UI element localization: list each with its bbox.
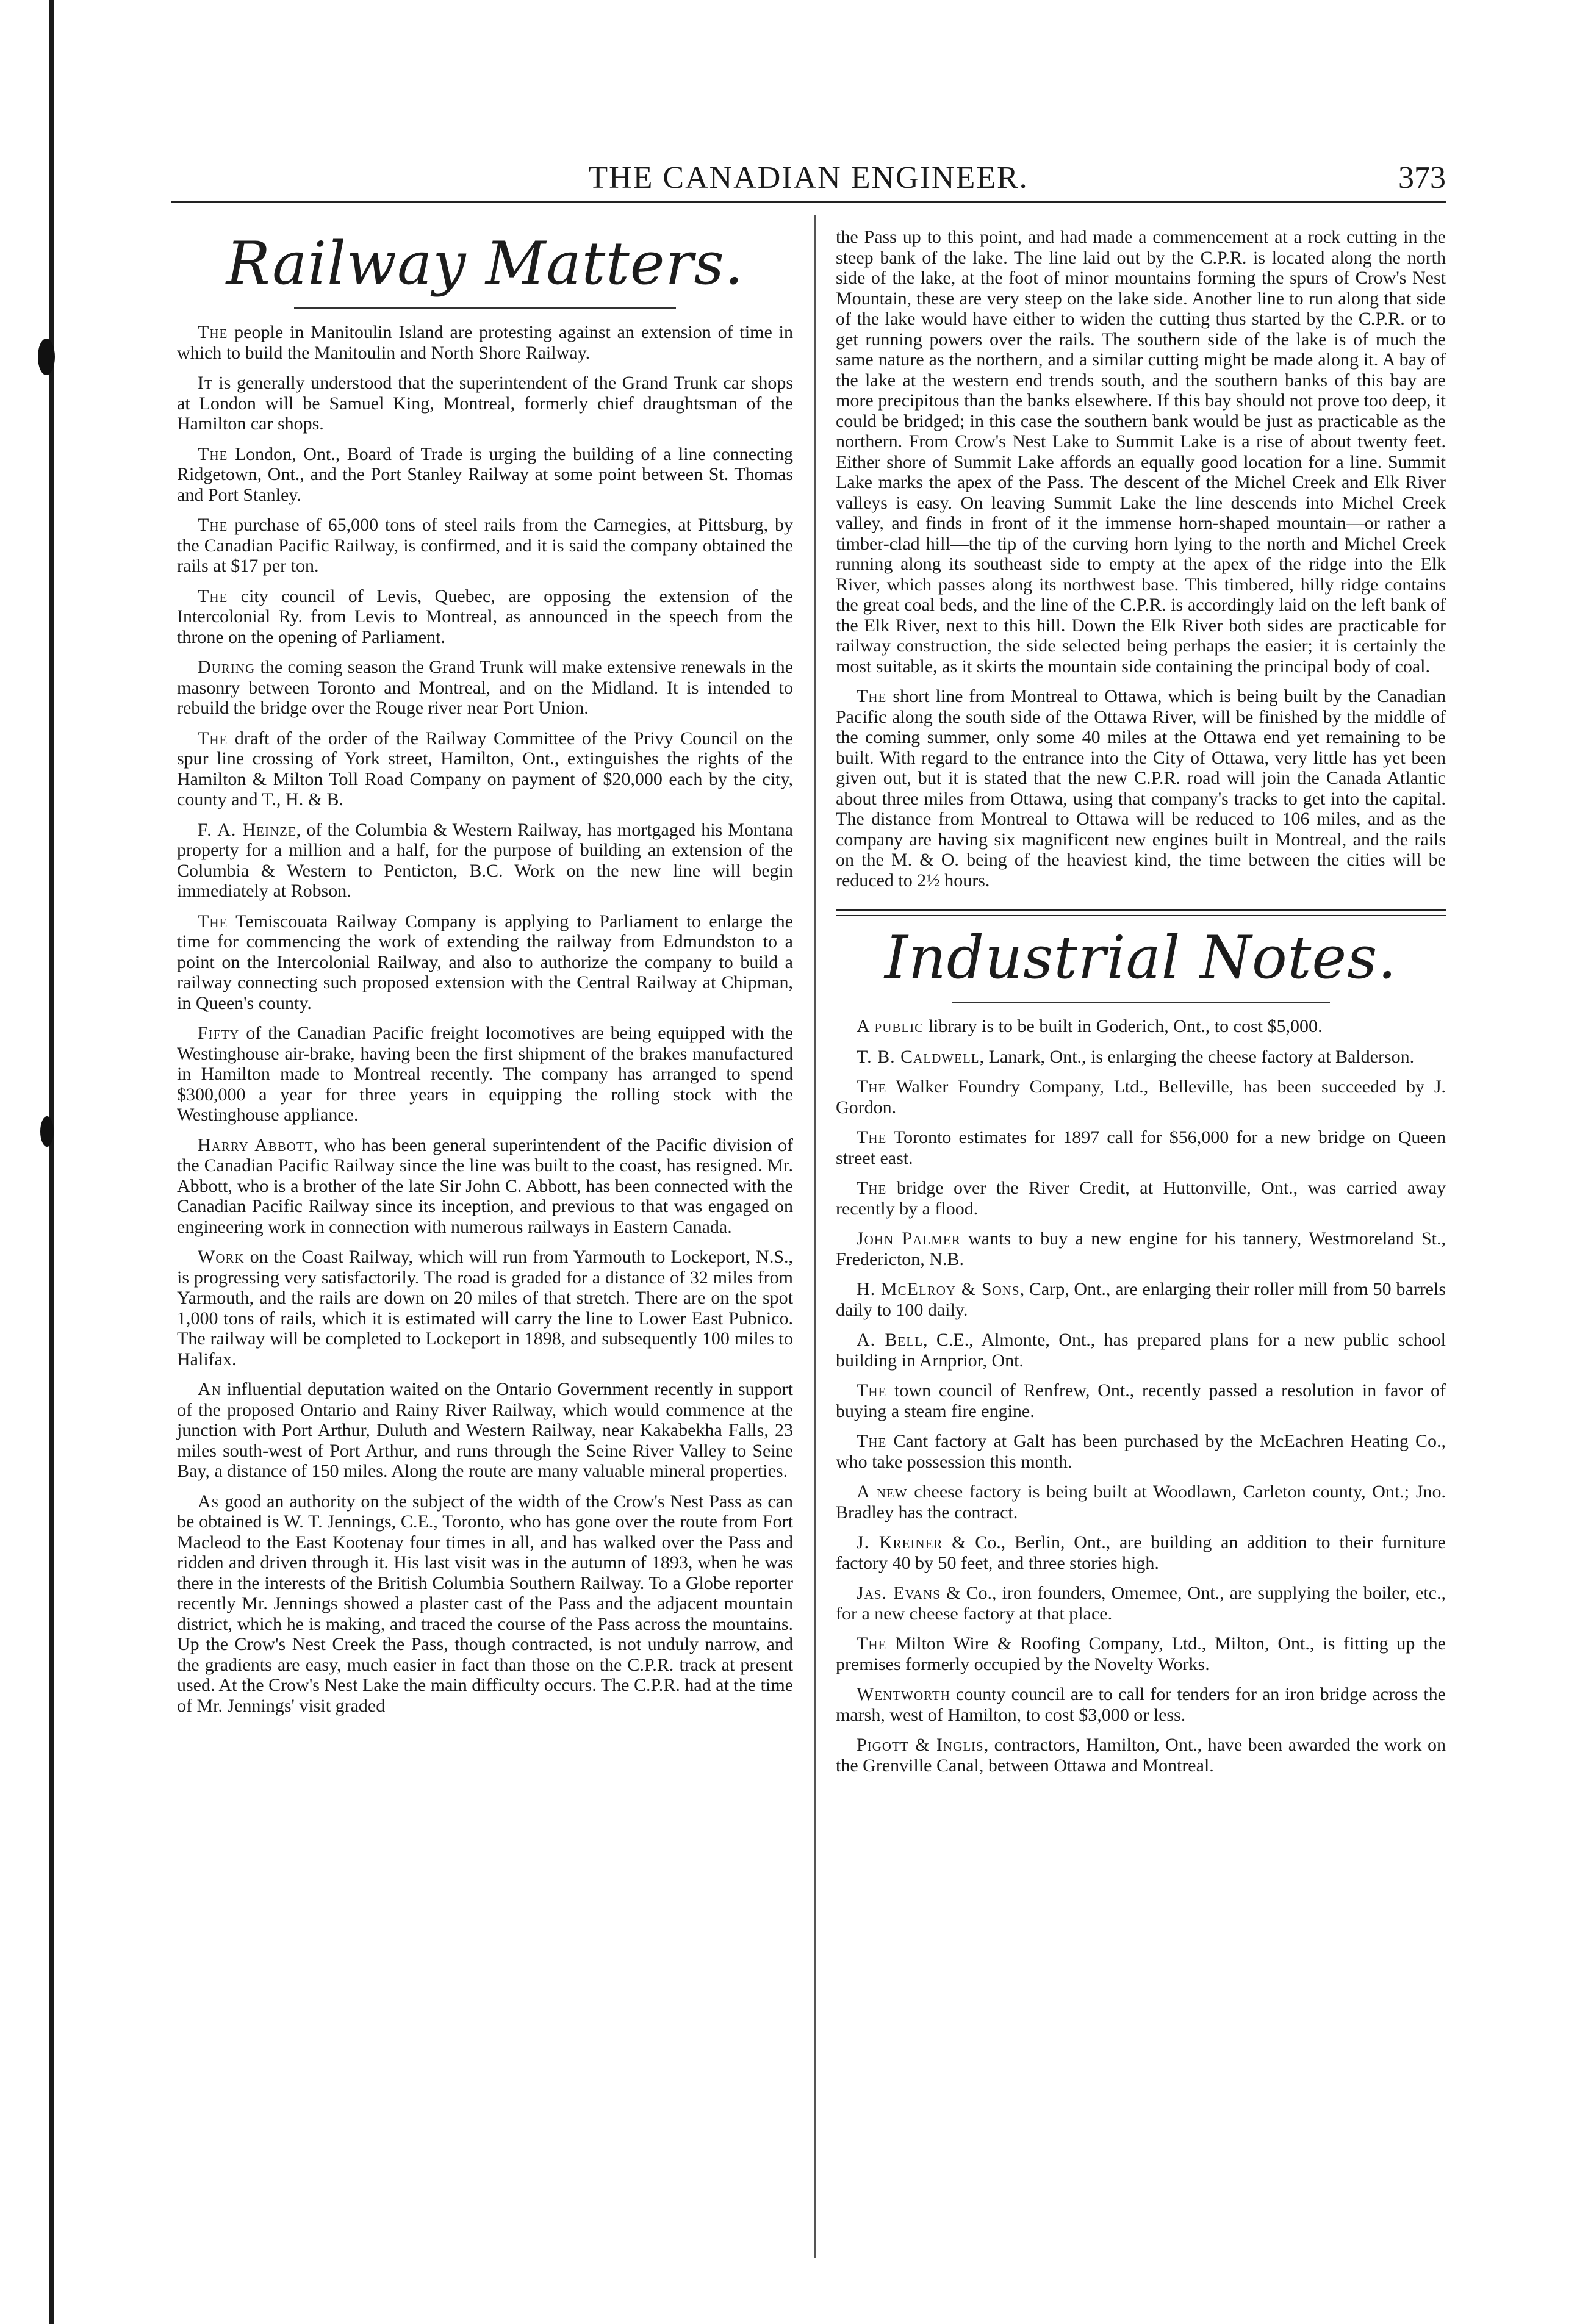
paragraph-lead: The [198,586,228,606]
paragraph-text: & Co., iron founders, Omemee, Ont., are supplying the boiler, etc., for a new cheese factory at that place. [836,1583,1446,1624]
paragraph-lead: Wentworth [857,1684,950,1704]
paragraph-lead: John Palmer [857,1228,961,1249]
paragraph-lead: It [198,373,213,393]
paragraph [836,1279,1446,1320]
paragraph-text: influential deputation waited on the Ontario Government recently in support of the proposed Ontario and Rainy River Railway, which would commence at the junction with Port Arthur, Duluth and Western Railway, near Kakabekha Falls, 23 miles south-west of Port Arthur, and runs through the Seine River Valley to Seine Bay, a distance of 150 miles. Along the route are many valuable mineral properties. [177,1379,793,1481]
running-title: THE CANADIAN ENGINEER. [588,160,1029,195]
heading-rule [294,307,676,309]
paragraph-text: , C.E., Almonte, Ont., has prepared plans for a new public school building in Arnprior, Ont. [836,1330,1446,1371]
paragraph-lead: The [857,686,887,706]
paragraph [177,820,793,902]
paragraph-lead: The [198,322,228,342]
paragraph [836,1684,1446,1725]
paragraph [836,1178,1446,1219]
paragraph-text: the coming season the Grand Trunk will make extensive renewals in the masonry between Toronto and Montreal, and on the Midland. It is intended to rebuild the bridge over the Rouge river near Port Union. [177,657,793,718]
paragraph-lead: A public [857,1016,924,1036]
paragraph-lead: F. A. Heinze [198,819,296,840]
railway-heading: Railway Matters. [226,229,744,298]
paragraph-lead: Pigott & Inglis [857,1735,984,1755]
paragraph-lead: The [198,515,228,535]
paragraph [177,1135,793,1238]
paragraph [836,1330,1446,1371]
column-rule [814,215,816,2258]
paragraph-text: town council of Renfrew, Ont., recently passed a resolution in favor of buying a steam fire engine. [836,1380,1446,1421]
paragraph-text: , Lanark, Ont., is enlarging the cheese factory at Balderson. [979,1046,1415,1067]
paragraph-lead: The [198,911,228,931]
section-rule [836,909,1446,916]
paragraph-text: county council are to call for tenders for an iron bridge across the marsh, west of Hamilton, to cost $3,000 or less. [836,1684,1446,1725]
heading-rule [952,1002,1330,1003]
paragraph-lead: The [857,1380,887,1400]
paragraph [836,1583,1446,1624]
paragraph [177,373,793,434]
left-column [177,227,793,1726]
paragraph [836,1482,1446,1522]
paragraph-lead: The [198,443,228,464]
paragraph [177,1379,793,1482]
paragraph-text: city council of Levis, Quebec, are opposing the extension of the Intercolonial Ry. from Levis to Montreal, as announced in the speech from the throne on the opening of Parliament. [177,586,793,647]
binding-mark [40,1116,54,1147]
paragraph-lead: J. Kreiner [857,1532,943,1552]
paragraph-text: the Pass up to this point, and had made a commencement at a rock cutting in the steep bank of the lake. The line laid out by the C.P.R. is located along the north side of the lake, at the foot of minor mountains forming the spurs of Crow's Nest Mountain, these are very steep on the lake side. Another line to run along that side of the lake would have either to widen the cutting thus started by the C.P.R. or to get running powers over the rails. The southern side of the lake is of much the same nature as the northern, and a similar cutting might be made along it. A bay of the lake at the western end trends south, and the southern banks of this bay are more precipitous than the banks elsewhere. If this bay should not prove too deep, it could be bridged; in this case the southern bank would be just as practicable as the northern. From Crow's Nest Lake to Summit Lake is a rise of about twenty feet. Either shore of Summit Lake affords an equally good location for a line. Summit Lake marks the apex of the Pass. The descent of the Michel Creek and Elk River valleys is easy. On leaving Summit Lake the line descends into Michel Creek valley, and finds in front of it the immense horn-shaped mountain—or rather a timber-clad hill—the tip of the curving horn lying to the north and Michel Creek running along its southeast side to empty at the apex of the ridge into the Elk River, which passes along its northwest base. This timbered, hilly ridge contains the great coal beds, and the line of the C.P.R. is accordingly laid on the left bank of the Elk River, next to this hill. Down the Elk River both sides are practicable for railway construction, the side selected being perhaps the easier; it is certainly the most suitable, as it skirts the mountain side containing the principal body of coal. [836,227,1446,676]
paragraph [177,1023,793,1125]
industrial-heading: Industrial Notes. [885,924,1397,992]
paragraph [836,1228,1446,1269]
paragraph-lead: The [857,1077,887,1097]
paragraph [177,728,793,810]
paragraph [177,911,793,1014]
paragraph-lead: During [198,657,256,677]
paragraph-text: Temiscouata Railway Company is applying to Parliament to enlarge the time for commencing the work of extending the railway from Edmundston to a point on the Intercolonial Railway, and also to authorize the company to build a railway connecting such proposed extension with the Central Railway at Chipman, in Queen's county. [177,911,793,1013]
paragraph-lead: H. McElroy & Sons [857,1279,1020,1299]
paragraph-lead: A new [857,1482,908,1502]
header-rule [171,201,1446,203]
paragraph-text: library is to be built in Goderich, Ont., to cost $5,000. [924,1016,1323,1036]
paragraph [177,657,793,719]
paragraph [836,1431,1446,1472]
paragraph-lead: The [857,1431,887,1451]
paragraph [836,227,1446,676]
page-number: 373 [1398,160,1446,195]
paragraph [177,515,793,576]
paragraph [177,1491,793,1716]
paragraph [836,1532,1446,1573]
railway-continued [836,227,1446,891]
paragraph-text: Cant factory at Galt has been purchased by the McEachren Heating Co., who take possession this month. [836,1431,1446,1472]
paragraph-text: London, Ont., Board of Trade is urging the building of a line connecting Ridgetown, Ont., and the Port Stanley Railway at some point between St. Thomas and Port Stanley. [177,443,793,505]
railway-items [177,322,793,1716]
paragraph-lead: Fifty [198,1023,240,1043]
paragraph-text: Walker Foundry Company, Ltd., Belleville, has been succeeded by J. Gordon. [836,1077,1446,1117]
paragraph-text: Milton Wire & Roofing Company, Ltd., Milton, Ont., is fitting up the premises formerly occupied by the Novelty Works. [836,1634,1446,1674]
paragraph-text: of the Canadian Pacific freight locomotives are being equipped with the Westinghouse air-brake, having been the first shipment of the brakes manufactured in Hamilton made to Montreal recently. The company has arranged to spend $300,000 a year for three years in equipping the rolling stock with the Westinghouse appliance. [177,1023,793,1125]
paragraph-text: , of the Columbia & Western Railway, has mortgaged his Montana property for a million and a half, for the purpose of building an extension of the Columbia & Western to Penticton, B.C. Work on the new line will begin immediately at Robson. [177,819,793,901]
paragraph-text: good an authority on the subject of the width of the Crow's Nest Pass as can be obtained is W. T. Jennings, C.E., Toronto, who has gone over the route from Fort Macleod to the East Kootenay four times in all, and has walked over the Pass and ridden and driven through it. His last visit was in the autumn of 1893, when he was there in the interests of the British Columbia Southern Railway. To a Globe reporter recently Mr. Jennings showed a plaster cast of the Pass and the adjacent mountain district, which he is making, and traced the course of the Pass across the mountains. Up the Crow's Nest Creek the Pass, though contracted, is not unduly narrow, and the gradients are easy, much easier in fact than those on the C.P.R. track at present used. At the Crow's Nest Lake the main difficulty occurs. The C.P.R. had at the time of Mr. Jennings' visit graded [177,1491,793,1716]
paragraph-text: people in Manitoulin Island are protesting against an extension of time in which to build the Manitoulin and North Shore Railway. [177,322,793,363]
paragraph-lead: Work [198,1247,245,1267]
paragraph [177,586,793,648]
paragraph-lead: A. Bell [857,1330,924,1350]
paragraph [177,1247,793,1369]
paragraph-text: wants to buy a new engine for his tannery, Westmoreland St., Fredericton, N.B. [836,1228,1446,1269]
paragraph-text: draft of the order of the Railway Committee of the Privy Council on the spur line crossing of York street, Hamilton, Ont., extinguishes the rights of the Hamilton & Milton Toll Road Company on payment of $20,000 each by the city, county and T., H. & B. [177,728,793,809]
paragraph [836,686,1446,891]
right-column [836,227,1446,1785]
paragraph-text: , Carp, Ont., are enlarging their roller mill from 50 barrels daily to 100 daily. [836,1279,1446,1320]
paragraph [836,1735,1446,1776]
paragraph [836,1047,1446,1067]
paragraph [836,1127,1446,1168]
paragraph [177,322,793,363]
industrial-items [836,1016,1446,1776]
paragraph-lead: An [198,1379,221,1399]
paragraph-text: , contractors, Hamilton, Ont., have been awarded the work on the Grenville Canal, between Ottawa and Montreal. [836,1735,1446,1776]
binding-mark [38,339,55,375]
paragraph-text: bridge over the River Credit, at Huttonville, Ont., was carried away recently by a flood. [836,1178,1446,1219]
paragraph [836,1380,1446,1421]
paragraph-lead: The [857,1127,887,1147]
paragraph-text: Toronto estimates for 1897 call for $56,000 for a new bridge on Queen street east. [836,1127,1446,1168]
paragraph [836,1077,1446,1117]
paragraph-lead: The [198,728,228,748]
paragraph-text: , who has been general superintendent of the Pacific division of the Canadian Pacific Railway since the line was built to the coast, has resigned. Mr. Abbott, who is a brother of the late Sir John C. Abbott, has been connected with the Canadian Pacific Railway since its inception, and previous to that was engaged on engineering work in connection with numerous railways in Eastern Canada. [177,1135,793,1237]
paragraph [836,1634,1446,1674]
paragraph-lead: The [857,1178,887,1198]
paragraph-lead: Harry Abbott [198,1135,314,1155]
paragraph [177,444,793,506]
paragraph-text: short line from Montreal to Ottawa, which is being built by the Canadian Pacific along the south side of the Ottawa River, will be finished by the middle of the coming summer, only some 40 miles at the Ottawa end yet remaining to be built. With regard to the entrance into the City of Ottawa, very little has yet been given out, but it is stated that the new C.P.R. road will join the Canada Atlantic about three miles from Ottawa, using that company's tracks to get into the capital. The distance from Montreal to Ottawa will be reduced to 106 miles, and as the company are having six magnificent new engines built in Montreal, and the rails on the M. & O. being of the heaviest kind, the time between the cities will be reduced to 2½ hours. [836,686,1446,891]
paragraph-lead: As [198,1491,220,1512]
paragraph [836,1016,1446,1037]
paragraph-text: & Co., Berlin, Ont., are building an addition to their furniture factory 40 by 50 feet, and three stories high. [836,1532,1446,1573]
paragraph-lead: The [857,1634,887,1654]
paragraph-text: purchase of 65,000 tons of steel rails from the Carnegies, at Pittsburg, by the Canadian Pacific Railway, is confirmed, and it is said the company obtained the rails at $17 per ton. [177,515,793,576]
paragraph-text: on the Coast Railway, which will run from Yarmouth to Lockeport, N.S., is progressing very satisfactorily. The road is graded for a distance of 32 miles from Yarmouth, and the rails are down on 20 miles of that stretch. There are on the spot 1,000 tons of rails, which it is estimated will carry the line to Lower East Pubnico. The railway will be completed to Lockeport in 1898, and subsequently 100 miles to Halifax. [177,1247,793,1369]
paragraph-lead: T. B. Caldwell [857,1046,980,1067]
paragraph-text: is generally understood that the superintendent of the Grand Trunk car shops at London will be Samuel King, Montreal, formerly chief draughtsman of the Hamilton car shops. [177,373,793,434]
paragraph-lead: Jas. Evans [857,1583,941,1603]
paragraph-text: cheese factory is being built at Woodlawn, Carleton county, Ont.; Jno. Bradley has the contract. [836,1482,1446,1522]
